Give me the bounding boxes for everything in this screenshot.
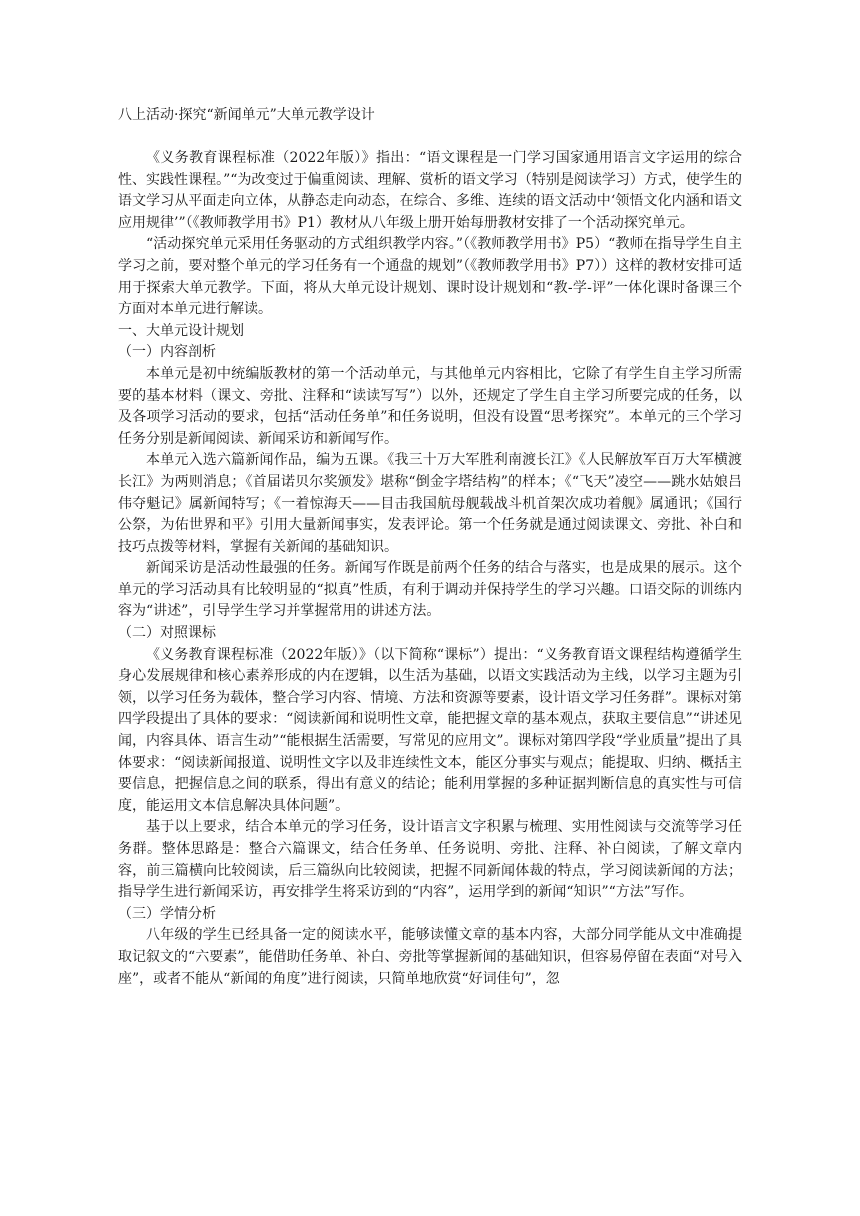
paragraph-content-analysis-2: 本单元入选六篇新闻作品，编为五课。《我三十万大军胜利南渡长江》《人民解放军百万大军横渡长江》为两则消息；《首届诺贝尔奖颁发》堪称“倒金字塔结构”的样本；《“飞天”凌空——跳水姑娘吕伟夺魁记》属新闻特写；《一着惊海天——目击我国航母舰载战斗机首架次成功着舰》属通讯；《国行公祭，为佑世界和平》引用大量新闻事实，发表评论。第一个任务就是通过阅读课文、旁批、补白和技巧点拨等材料，掌握有关新闻的基础知识。 [118, 452, 742, 555]
document-title: 八上活动·探究“新闻单元”大单元教学设计 [118, 107, 375, 123]
paragraph-content-analysis-3: 新闻采访是活动性最强的任务。新闻写作既是前两个任务的结合与落实，也是成果的展示。这个单元的学习活动具有比较明显的“拟真”性质，有利于调动并保持学生的学习兴趣。口语交际的训练内容为“讲述”，引导学生学习并掌握常用的讲述方法。 [118, 560, 742, 620]
paragraph-content-analysis-1: 本单元是初中统编版教材的第一个活动单元，与其他单元内容相比，它除了有学生自主学习所需要的基本材料（课文、旁批、注释和“读读写写”）以外，还规定了学生自主学习所要完成的任务，以及各项学习活动的要求，包括“活动任务单”和任务说明，但没有设置“思考探究”。本单元的三个学习任务分别是新闻阅读、新闻采访和新闻写作。 [118, 365, 742, 447]
document-page [118, 102, 742, 990]
paragraph-learner-analysis-1: 八年级的学生已经具备一定的阅读水平，能够读懂文章的基本内容，大部分同学能从文中准确提取记叙文的“六要素”，能借助任务单、补白、旁批等掌握新闻的基础知识，但容易停留在表面“对号入座”，或者不能从“新闻的角度”进行阅读，只简单地欣赏“好词佳句”，忽 [118, 927, 742, 987]
paragraph-intro-1: 《义务教育课程标准（2022年版）》指出：“语文课程是一门学习国家通用语言文字运用的综合性、实践性课程。”“为改变过于偏重阅读、理解、赏析的语文学习（特别是阅读学习）方式，使学生的语文学习从平面走向立体，从静态走向动态，在综合、多维、连续的语文活动中‘领悟文化内涵和语文应用规律’”（《教师教学用书》P1）教材从八年级上册开始每册教材安排了一个活动探究单元。 [118, 150, 742, 231]
subsection-heading-learner-analysis: （三）学情分析 [118, 905, 216, 922]
section-heading-1: 一、大单元设计规划 [118, 322, 244, 339]
paragraph-curriculum-1: 《义务教育课程标准（2022年版）》（以下简称“课标”）提出：“义务教育语文课程结构遵循学生身心发展规律和核心素养形成的内在逻辑，以生活为基础，以语文实践活动为主线，以学习主题为引领，以学习任务为载体，整合学习内容、情境、方法和资源等要素，设计语文学习任务群”。课标对第四学段提出了具体的要求：“阅读新闻和说明性文章，能把握文章的基本观点，获取主要信息”“讲述见闻，内容具体、语言生动”“能根据生活需要，写常见的应用文”。课标对第四学段“学业质量”提出了具体要求：“阅读新闻报道、说明性文字以及非连续性文本，能区分事实与观点；能提取、归纳、概括主要信息，把握信息之间的联系，得出有意义的结论；能利用掌握的多种证据判断信息的真实性与可信度，能运用文本信息解决具体问题”。 [118, 646, 742, 814]
subsection-heading-content-analysis: （一）内容剖析 [118, 344, 216, 361]
subsection-heading-curriculum: （二）对照课标 [118, 625, 216, 642]
paragraph-curriculum-2: 基于以上要求，结合本单元的学习任务，设计语言文字积累与梳理、实用性阅读与交流等学习任务群。整体思路是：整合六篇课文，结合任务单、任务说明、旁批、注释、补白阅读，了解文章内容，前三篇横向比较阅读，后三篇纵向比较阅读，把握不同新闻体裁的特点，学习阅读新闻的方法；指导学生进行新闻采访，再安排学生将采访到的“内容”，运用学到的新闻“知识”“方法”写作。 [118, 819, 742, 901]
paragraph-intro-2: “活动探究单元采用任务驱动的方式组织教学内容。”（《教师教学用书》P5）“教师在指导学生自主学习之前，要对整个单元的学习任务有一个通盘的规划”（《教师教学用书》P7））这样的教材安排可适用于探索大单元教学。下面，将从大单元设计规划、课时设计规划和“教-学-评”一体化课时备课三个方面对本单元进行解读。 [118, 236, 742, 318]
